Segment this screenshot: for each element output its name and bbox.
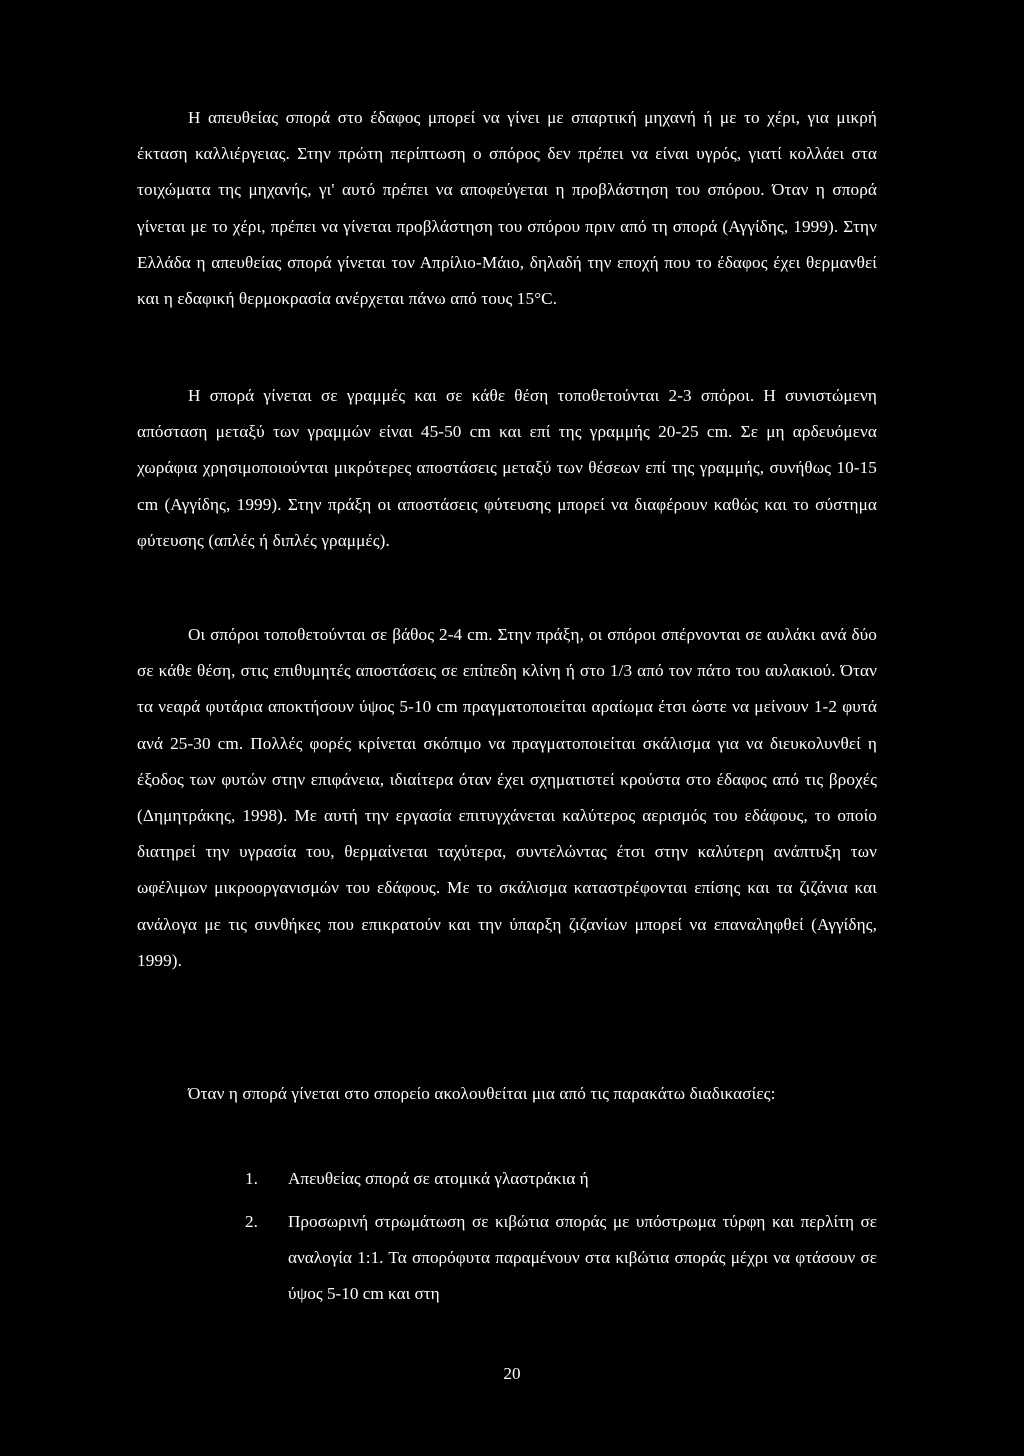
paragraph-seed-depth: Οι σπόροι τοποθετούνται σε βάθος 2-4 cm. Στην πράξη, οι σπόροι σπέρνονται σε αυλάκι ανά δύο σε κάθε θέση, στις επιθυμητές αποστάσεις σε επίπεδη κλίνη ή στο 1/3 από τον πάτο του αυλακιού. Όταν τα νεαρά φυτάρια αποκτήσουν ύψος 5-10 cm πραγματοποιείται αραίωμα έτσι ώστε να μείνουν 1-2 φυτά ανά 25-30 cm. Πολλές φορές κρίνεται σκόπιμο να πραγματοποιείται σκάλισμα για να διευκολυνθεί η έξοδος των φυτών στην επιφάνεια, ιδιαίτερα όταν έχει σχηματιστεί κρούστα στο έδαφος από τις βροχές (Δημητράκης, 1998). Με αυτή την εργασία επιτυγχάνεται καλύτερος αερισμός του εδάφους, το οποίο διατηρεί την υγρασία του, θερμαίνεται ταχύτερα, συντελώντας έτσι στην καλύτερη ανάπτυξη των ωφέλιμων μικροοργανισμών του εδάφους. Με το σκάλισμα καταστρέφονται επίσης και τα ζιζάνια και ανάλογα με τις συνθήκες που επικρατούν και την ύπαρξη ζιζανίων μπορεί να επαναληφθεί (Αγγίδης, 1999). bbox=[137, 625, 877, 970]
page-number: 20 bbox=[503, 1364, 521, 1383]
list-item-number: 2. bbox=[245, 1212, 258, 1231]
paragraph-direct-sowing: Η απευθείας σπορά στο έδαφος μπορεί να γίνει με σπαρτική μηχανή ή με το χέρι, για μικρή έκταση καλλιέργειας. Στην πρώτη περίπτωση ο σπόρος δεν πρέπει να είναι υγρός, γιατί κολλάει στα τοιχώματα της μηχανής, γι' αυτό πρέπει να αποφεύγεται η προβλάστηση του σπόρου. Όταν η σπορά γίνεται με το χέρι, πρέπει να γίνεται προβλάστηση του σπόρου πριν από τη σπορά (Αγγίδης, 1999). Στην Ελλάδα η απευθείας σπορά γίνεται τον Απρίλιο-Μάιο, δηλαδή την εποχή που το έδαφος έχει θερμανθεί και η εδαφική θερμοκρασία ανέρχεται πάνω από τους 15°C. bbox=[137, 108, 877, 309]
list-item-number: 1. bbox=[245, 1169, 258, 1188]
list-item-text: Απευθείας σπορά σε ατομικά γλαστράκια ή bbox=[288, 1169, 589, 1188]
paragraph-row-spacing: Η σπορά γίνεται σε γραμμές και σε κάθε θέση τοποθετούνται 2-3 σπόροι. Η συνιστώμενη απόσταση μεταξύ των γραμμών είναι 45-50 cm και επί της γραμμής 20-25 cm. Σε μη αρδευόμενα χωράφια χρησιμοποιούνται μικρότερες αποστάσεις μεταξύ των θέσεων επί της γραμμής, συνήθως 10-15 cm (Αγγίδης, 1999). Στην πράξη οι αποστάσεις φύτευσης μπορεί να διαφέρουν καθώς και το σύστημα φύτευσης (απλές ή διπλές γραμμές). bbox=[137, 386, 877, 550]
list-item-text: Προσωρινή στρωμάτωση σε κιβώτια σποράς με υπόστρωμα τύρφη και περλίτη σε αναλογία 1:1. Τα σπορόφυτα παραμένουν στα κιβώτια σποράς μέχρι να φτάσουν σε ύψος 5-10 cm και στη bbox=[288, 1212, 877, 1304]
paragraph-nursery-intro: Όταν η σπορά γίνεται στο σπορείο ακολουθείται μια από τις παρακάτω διαδικασίες: bbox=[188, 1084, 776, 1103]
